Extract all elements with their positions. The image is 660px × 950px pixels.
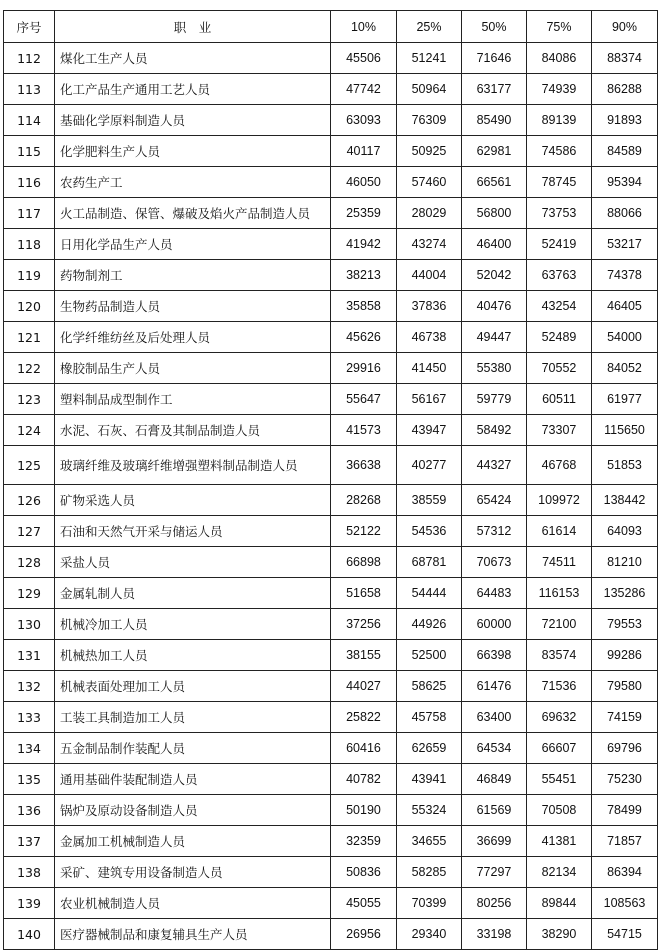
table-row [4, 578, 658, 609]
p25-value: 28029 [397, 198, 462, 229]
table-row [4, 260, 658, 291]
p75-value: 70508 [527, 795, 592, 826]
p10-value: 29916 [331, 353, 397, 384]
row-index: 132 [4, 671, 55, 702]
p25-value: 45758 [397, 702, 462, 733]
p75-value: 73753 [527, 198, 592, 229]
row-index: 122 [4, 353, 55, 384]
p75-value: 78745 [527, 167, 592, 198]
p25-value: 68781 [397, 547, 462, 578]
p25-value: 50964 [397, 74, 462, 105]
p75-value: 74939 [527, 74, 592, 105]
p50-value: 46400 [462, 229, 527, 260]
p50-value: 65424 [462, 485, 527, 516]
p50-value: 40476 [462, 291, 527, 322]
p25-value: 56167 [397, 384, 462, 415]
occupation-name: 化学纤维纺丝及后处理人员 [55, 322, 331, 353]
row-index: 121 [4, 322, 55, 353]
p90-value: 61977 [592, 384, 658, 415]
occupation-name: 火工品制造、保管、爆破及焰火产品制造人员 [55, 198, 331, 229]
row-index: 123 [4, 384, 55, 415]
p25-value: 54444 [397, 578, 462, 609]
p90-value: 108563 [592, 888, 658, 919]
p50-value: 49447 [462, 322, 527, 353]
p75-value: 72100 [527, 609, 592, 640]
p10-value: 38155 [331, 640, 397, 671]
row-index: 136 [4, 795, 55, 826]
occupation-name: 通用基础件装配制造人员 [55, 764, 331, 795]
p75-value: 61614 [527, 516, 592, 547]
p25-value: 37836 [397, 291, 462, 322]
p50-value: 55380 [462, 353, 527, 384]
p10-value: 45626 [331, 322, 397, 353]
p75-value: 52489 [527, 322, 592, 353]
p10-value: 36638 [331, 446, 397, 485]
p25-value: 52500 [397, 640, 462, 671]
p75-value: 74511 [527, 547, 592, 578]
p25-value: 43274 [397, 229, 462, 260]
occupation-name: 采盐人员 [55, 547, 331, 578]
occupation-name: 农药生产工 [55, 167, 331, 198]
p25-value: 44004 [397, 260, 462, 291]
p90-value: 81210 [592, 547, 658, 578]
p75-value: 116153 [527, 578, 592, 609]
p10-value: 50836 [331, 857, 397, 888]
occupation-name: 石油和天然气开采与储运人员 [55, 516, 331, 547]
occupation-name: 机械热加工人员 [55, 640, 331, 671]
p10-value: 32359 [331, 826, 397, 857]
p75-value: 60511 [527, 384, 592, 415]
p50-value: 80256 [462, 888, 527, 919]
table-row [4, 547, 658, 578]
p10-value: 55647 [331, 384, 397, 415]
p25-value: 46738 [397, 322, 462, 353]
table-row [4, 485, 658, 516]
row-index: 126 [4, 485, 55, 516]
p75-value: 43254 [527, 291, 592, 322]
header-p25: 25% [397, 11, 462, 43]
p25-value: 29340 [397, 919, 462, 950]
header-p50: 50% [462, 11, 527, 43]
p25-value: 41450 [397, 353, 462, 384]
table-row [4, 640, 658, 671]
p10-value: 28268 [331, 485, 397, 516]
header-p10: 10% [331, 11, 397, 43]
occupation-name: 化学肥料生产人员 [55, 136, 331, 167]
occupation-name: 采矿、建筑专用设备制造人员 [55, 857, 331, 888]
table-row [4, 446, 658, 485]
table-row [4, 43, 658, 74]
p75-value: 89844 [527, 888, 592, 919]
table-row [4, 919, 658, 950]
occupation-name: 锅炉及原动设备制造人员 [55, 795, 331, 826]
table-row [4, 826, 658, 857]
p90-value: 84589 [592, 136, 658, 167]
p75-value: 71536 [527, 671, 592, 702]
p90-value: 88066 [592, 198, 658, 229]
row-index: 127 [4, 516, 55, 547]
table-row [4, 291, 658, 322]
row-index: 124 [4, 415, 55, 446]
row-index: 120 [4, 291, 55, 322]
p50-value: 66561 [462, 167, 527, 198]
p75-value: 46768 [527, 446, 592, 485]
occupation-name: 煤化工生产人员 [55, 43, 331, 74]
table-row [4, 136, 658, 167]
p50-value: 60000 [462, 609, 527, 640]
p90-value: 135286 [592, 578, 658, 609]
p50-value: 57312 [462, 516, 527, 547]
p75-value: 74586 [527, 136, 592, 167]
table-row [4, 74, 658, 105]
p10-value: 37256 [331, 609, 397, 640]
p25-value: 43947 [397, 415, 462, 446]
table-row [4, 733, 658, 764]
p90-value: 74378 [592, 260, 658, 291]
occupation-name: 橡胶制品生产人员 [55, 353, 331, 384]
p90-value: 79580 [592, 671, 658, 702]
header-p90: 90% [592, 11, 658, 43]
row-index: 129 [4, 578, 55, 609]
row-index: 139 [4, 888, 55, 919]
p75-value: 52419 [527, 229, 592, 260]
p90-value: 64093 [592, 516, 658, 547]
p50-value: 71646 [462, 43, 527, 74]
p75-value: 83574 [527, 640, 592, 671]
p90-value: 71857 [592, 826, 658, 857]
p10-value: 40117 [331, 136, 397, 167]
table-row [4, 795, 658, 826]
occupation-name: 玻璃纤维及玻璃纤维增强塑料制品制造人员 [55, 446, 331, 485]
row-index: 119 [4, 260, 55, 291]
p50-value: 61476 [462, 671, 527, 702]
p25-value: 54536 [397, 516, 462, 547]
p90-value: 84052 [592, 353, 658, 384]
p25-value: 58625 [397, 671, 462, 702]
row-index: 138 [4, 857, 55, 888]
table-row [4, 671, 658, 702]
p10-value: 66898 [331, 547, 397, 578]
occupation-name: 化工产品生产通用工艺人员 [55, 74, 331, 105]
table-row [4, 609, 658, 640]
table-row [4, 167, 658, 198]
row-index: 114 [4, 105, 55, 136]
p25-value: 38559 [397, 485, 462, 516]
p90-value: 54000 [592, 322, 658, 353]
p75-value: 89139 [527, 105, 592, 136]
p75-value: 73307 [527, 415, 592, 446]
occupation-name: 药物制剂工 [55, 260, 331, 291]
p90-value: 86288 [592, 74, 658, 105]
occupation-name: 塑料制品成型制作工 [55, 384, 331, 415]
row-index: 131 [4, 640, 55, 671]
p90-value: 54715 [592, 919, 658, 950]
p90-value: 75230 [592, 764, 658, 795]
p10-value: 44027 [331, 671, 397, 702]
table-row [4, 702, 658, 733]
p50-value: 56800 [462, 198, 527, 229]
row-index: 135 [4, 764, 55, 795]
header-index: 序号 [4, 11, 55, 43]
occupation-name: 农业机械制造人员 [55, 888, 331, 919]
p25-value: 55324 [397, 795, 462, 826]
row-index: 118 [4, 229, 55, 260]
p25-value: 51241 [397, 43, 462, 74]
salary-percentile-table [3, 10, 658, 950]
p90-value: 86394 [592, 857, 658, 888]
occupation-name: 金属加工机械制造人员 [55, 826, 331, 857]
row-index: 140 [4, 919, 55, 950]
p10-value: 51658 [331, 578, 397, 609]
p75-value: 63763 [527, 260, 592, 291]
p25-value: 70399 [397, 888, 462, 919]
p50-value: 36699 [462, 826, 527, 857]
p50-value: 70673 [462, 547, 527, 578]
p90-value: 91893 [592, 105, 658, 136]
p90-value: 78499 [592, 795, 658, 826]
occupation-name: 水泥、石灰、石膏及其制品制造人员 [55, 415, 331, 446]
p10-value: 26956 [331, 919, 397, 950]
p90-value: 69796 [592, 733, 658, 764]
occupation-name: 矿物采选人员 [55, 485, 331, 516]
p90-value: 138442 [592, 485, 658, 516]
p10-value: 25359 [331, 198, 397, 229]
row-index: 115 [4, 136, 55, 167]
row-index: 134 [4, 733, 55, 764]
p10-value: 63093 [331, 105, 397, 136]
table-row [4, 105, 658, 136]
p50-value: 44327 [462, 446, 527, 485]
p90-value: 79553 [592, 609, 658, 640]
p50-value: 33198 [462, 919, 527, 950]
p10-value: 41573 [331, 415, 397, 446]
row-index: 117 [4, 198, 55, 229]
occupation-name: 工装工具制造加工人员 [55, 702, 331, 733]
p25-value: 58285 [397, 857, 462, 888]
occupation-name: 医疗器械制品和康复辅具生产人员 [55, 919, 331, 950]
p10-value: 60416 [331, 733, 397, 764]
header-p75: 75% [527, 11, 592, 43]
occupation-name: 金属轧制人员 [55, 578, 331, 609]
p50-value: 58492 [462, 415, 527, 446]
p90-value: 46405 [592, 291, 658, 322]
table-row [4, 857, 658, 888]
p10-value: 40782 [331, 764, 397, 795]
p25-value: 62659 [397, 733, 462, 764]
p50-value: 59779 [462, 384, 527, 415]
row-index: 128 [4, 547, 55, 578]
row-index: 125 [4, 446, 55, 485]
p50-value: 66398 [462, 640, 527, 671]
p25-value: 34655 [397, 826, 462, 857]
row-index: 116 [4, 167, 55, 198]
p90-value: 99286 [592, 640, 658, 671]
occupation-name: 日用化学品生产人员 [55, 229, 331, 260]
p25-value: 76309 [397, 105, 462, 136]
p75-value: 109972 [527, 485, 592, 516]
p10-value: 45506 [331, 43, 397, 74]
occupation-name: 机械表面处理加工人员 [55, 671, 331, 702]
p10-value: 41942 [331, 229, 397, 260]
p50-value: 63400 [462, 702, 527, 733]
p90-value: 53217 [592, 229, 658, 260]
row-index: 137 [4, 826, 55, 857]
p90-value: 74159 [592, 702, 658, 733]
p10-value: 50190 [331, 795, 397, 826]
p75-value: 82134 [527, 857, 592, 888]
p50-value: 64534 [462, 733, 527, 764]
p25-value: 43941 [397, 764, 462, 795]
occupation-name: 机械冷加工人员 [55, 609, 331, 640]
p50-value: 77297 [462, 857, 527, 888]
row-index: 112 [4, 43, 55, 74]
p10-value: 47742 [331, 74, 397, 105]
p90-value: 51853 [592, 446, 658, 485]
p25-value: 44926 [397, 609, 462, 640]
table-row [4, 764, 658, 795]
table-row [4, 353, 658, 384]
p75-value: 38290 [527, 919, 592, 950]
p10-value: 45055 [331, 888, 397, 919]
p75-value: 66607 [527, 733, 592, 764]
p75-value: 70552 [527, 353, 592, 384]
p90-value: 88374 [592, 43, 658, 74]
p25-value: 50925 [397, 136, 462, 167]
table-row [4, 198, 658, 229]
row-index: 113 [4, 74, 55, 105]
p75-value: 84086 [527, 43, 592, 74]
p10-value: 25822 [331, 702, 397, 733]
p50-value: 46849 [462, 764, 527, 795]
p25-value: 40277 [397, 446, 462, 485]
p75-value: 55451 [527, 764, 592, 795]
p75-value: 69632 [527, 702, 592, 733]
row-index: 133 [4, 702, 55, 733]
table-row [4, 888, 658, 919]
table-body [4, 43, 658, 950]
p75-value: 41381 [527, 826, 592, 857]
p10-value: 35858 [331, 291, 397, 322]
table-row [4, 384, 658, 415]
p50-value: 63177 [462, 74, 527, 105]
p50-value: 52042 [462, 260, 527, 291]
occupation-name: 五金制品制作装配人员 [55, 733, 331, 764]
header-occupation: 职 业 [55, 11, 331, 43]
p90-value: 115650 [592, 415, 658, 446]
occupation-name: 基础化学原料制造人员 [55, 105, 331, 136]
p50-value: 61569 [462, 795, 527, 826]
p10-value: 38213 [331, 260, 397, 291]
p10-value: 52122 [331, 516, 397, 547]
header-row [4, 11, 658, 43]
p50-value: 62981 [462, 136, 527, 167]
occupation-name: 生物药品制造人员 [55, 291, 331, 322]
table-row [4, 516, 658, 547]
p50-value: 85490 [462, 105, 527, 136]
table-row [4, 415, 658, 446]
p10-value: 46050 [331, 167, 397, 198]
p25-value: 57460 [397, 167, 462, 198]
table-row [4, 229, 658, 260]
p90-value: 95394 [592, 167, 658, 198]
table-row [4, 322, 658, 353]
row-index: 130 [4, 609, 55, 640]
p50-value: 64483 [462, 578, 527, 609]
